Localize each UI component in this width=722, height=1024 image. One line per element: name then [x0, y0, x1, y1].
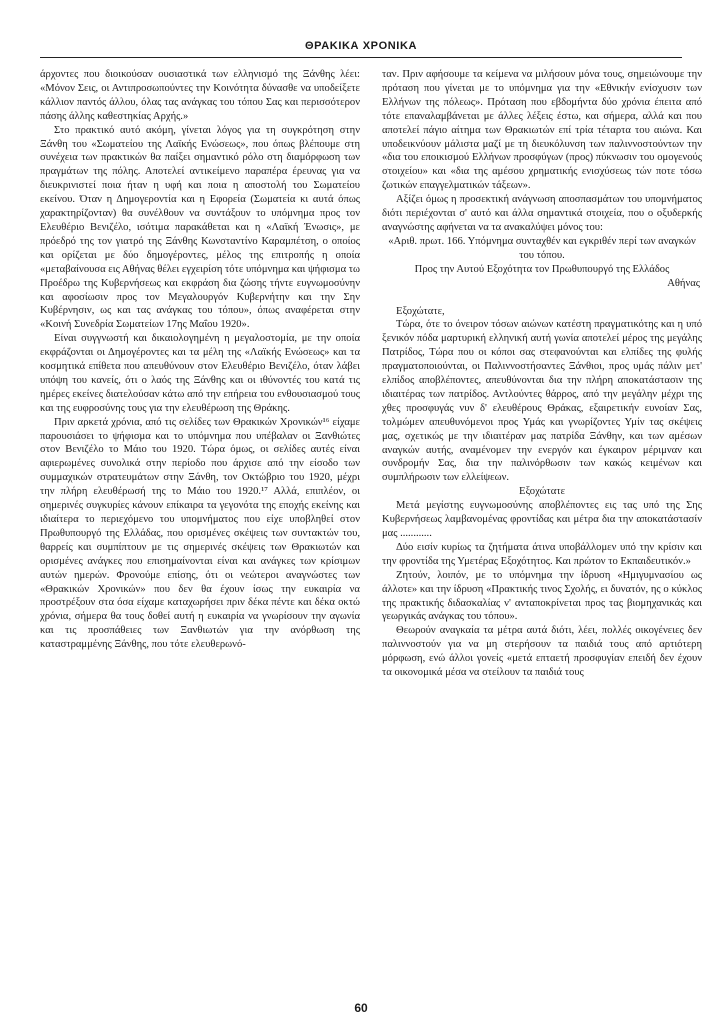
paragraph: Θεωρούν αναγκαία τα μέτρα αυτά διότι, λέει, πολλές οικογένειες δεν παλιννοστούν για να μη στερήσουν τα παιδιά τους από αρτιότερη μόρφωση, ενώ άλλοι γονείς «μετά επταετή προσφυγίαν επειδή δεν έχουν τα οικονομικά μέσα να στείλουν τα παιδιά τους [382, 625, 702, 679]
paragraph: ταν. Πριν αφήσουμε τα κείμενα να μιλήσουν μόνα τους, σημειώνουμε την πρόταση που γίνεται με το υπόμνημα για την «Εθνικήν ενίσχυσιν των Ελλήνων της πόλεως». Πρόταση που εβδομήντα δύο χρόνια έπειτα από τότε επαναλαμβάνεται με άλλες λέξεις έστω, και σήμερα, αλλά και που αποτελεί πάγιο αίτημα των Θρακιωτών επί τρία τέταρτα του αιώνα. Και υποδεικνύουν μάλιστα μαζί με τη διευκόλυνση των παλιννοστούντων την «δια του εποικισμού Ελλήνων προσφύγων (προς) πύκνωσιν του ομογενούς στοιχείου» και «δια της αμέσου χρηματικής ενισχύσεως τών ποτε τόσω ζωτικών επαγγελματικών τάξεων». [382, 69, 702, 192]
paragraph: Αξίζει όμως η προσεκτική ανάγνωση αποσπασμάτων του υπομνήματος διότι περιέχονται σ' αυτό και άλλα σημαντικά στοιχεία, που ο οξυδερκής αναγνώστης αφήνεται να τα ανακαλύψει μόνος του: [382, 194, 702, 233]
memo-salutation: Εξοχώτατε [518, 486, 566, 498]
memo-reference: «Αριθ. πρωτ. 166. Υπόμνημα συνταχθέν και εγκριθέν περί των αναγκών του τόπου. [388, 235, 696, 261]
paragraph: Είναι συγγνωστή και δικαιολογημένη η μεγαλοστομία, με την οποία εκφράζονται οι Δημογέροντες και τα μέλη της «Λαϊκής Ενώσεως» και τα κοσμητικά επίθετα που απευθύνουν στον Ελευθέριο Βενιζέλο, όταν λάβει υπόψη του κανείς, ότι ο λαός της Ξάνθης και οι ιθύνοντές του κατά τις ημέρες εκείνες διατελούσαν κάτω από την επήρεια του ενθουσιασμού τους και της ευφροσύνης τους για την ελευθέρωση της Θράκης. [40, 333, 360, 414]
memo-place: Αθήνας [667, 277, 700, 289]
memo-paragraph: Δύο εισίν κυρίως τα ζητήματα άτινα υποβάλλομεν υπό την κρίσιν και την φροντίδα της Υμετέρας Εξοχότητος. Και πρώτον το Εκπαιδευτικόν.» [382, 541, 702, 567]
paragraph: Πριν αρκετά χρόνια, από τις σελίδες των Θρακικών Χρονικών¹⁶ είχαμε παρουσιάσει το ψήφισμα και το υπόμνημα που υπέβαλαν οι Ξανθιώτες στον Βενιζέλο το Μάιο του 1920. Τώρα όμως, οι σελίδες αυτές είναι αφιερωμένες συνολικά στην περίοδο που άρχισε από την είσοδο των συμμαχικών στρατευμάτων στην Ξάνθη, τον Οκτώβριο του 1920, μέχρι την πλήρη ελευθέρωσή της το Μάιο του 1920.¹⁷ Αλλά, επιπλέον, οι σημερινές συγκυρίες κάνουν επίκαιρα τα γεγονότα της εποχής εκείνης και ιδιαίτερα το περιεχόμενο του υπομνήματος που είχε υποβληθεί στον Πρωθυπουργό της Ελλάδας, που ορισμένες σκέψεις των συντακτών του, θαρρείς και συμπίπτουν με τις σημερινές σκέψεις των Θρακιωτών και ορισμένες ανάγκες που επισημαίνονται είναι και ανάγκες των κρίσιμων αυτών ημερών. Φρονούμε επίσης, ότι οι νεώτεροι αναγνώστες των «Θρακικών Χρονικών» που δεν θα έχουν ίσως την ευκαιρία να προστρέξουν στα όσα είχαμε καταχωρήσει πριν δέκα πέντε και δέκα οκτώ χρόνια, σήμερα θα τους δοθεί αυτή η ευκαιρία να γνωρίσουν την αγωνία και τις προσπάθειες των Ξανθιωτών για την ανόρθωση της καταστραμμένης Ξάνθης, που τότε ελευθερωνό- [40, 416, 360, 651]
memo-paragraph: Μετά μεγίστης ευγνωμοσύνης αποβλέποντες εις τας υπό της Σης Κυβερνήσεως λαμβανομένας φροντίδας και μέτρα δια την αποκατάστασίν μας ............ [382, 500, 702, 539]
paragraph: Ζητούν, λοιπόν, με το υπόμνημα την ίδρυση «Ημιγυμνασίου ως άλλοτε» και την ίδρυση «Πρακτικής τινος Σχολής, ει δυνατόν, ης ο κύκλος της πρακτικής διδασκαλίας ν' ανταποκρίνεται προς τας βιομηχανικάς και γεωργικάς ανάγκας του τόπου». [382, 569, 702, 623]
memo-paragraph: Τώρα, ότε το όνειρον τόσων αιώνων κατέστη πραγματικότης και η υπό ξενικόν πόδα μαρτυρική ελληνική αυτή γωνία αποτελεί μέρος της μεγάλης Πατρίδος, Τώρα που οι κόποι σας στεφανούνται και ελπίδες της φυλής πραγματοποιούνται, οι Παλιννοστήσαντες Ξάνθιοι, προς υμάς πάλιν μετ' ελπίδος αποβλέποντες, απευθύνονται δια την πλήρη αποκατάστασιν της ιδιαιτέρας των πατρίδος. Αντλούντες θάρρος, από την μεγάλην μέχρι της χθες προσφυγάς νυν δ' ελευθέρους Θράκας, εξαιρετικήν ευνοίαν Σας, τολμώμεν απευθυνόμενοι προς Υμάς και γνωρίζοντες Υμίν τας σκέψεις μας, σχετικώς με την ιδιαιτέραν μας πατρίδα Ξάνθην, και των αμέσων αναγκών αυτής, αναμένομεν την ενεργόν και έγκαιρον μέριμναν και συνδρομήν Σας, δια την παλινόρθωσιν των κακώς κειμένων και συμπλήρωσιν των ελλείψεων. [382, 319, 702, 484]
header-rule [40, 57, 682, 58]
left-column [40, 68, 360, 652]
paragraph: άρχοντες που διοικούσαν ουσιαστικά των ελληνισμό της Ξάνθης λέει: «Μόνον Σεις, οι Αντιπροσωπούντες την Κοινότητα δύνασθε να υποδείξετε κάλλιον παντός άλλου, όλας τας ανάγκας του τόπου Σας και περισσότερον πάσης άλλης καθεστηκίας Αρχής.» [40, 69, 360, 122]
memo-salutation: Εξοχώτατε, [396, 305, 445, 317]
paragraph: Στο πρακτικό αυτό ακόμη, γίνεται λόγος για τη συγκρότηση στην Ξάνθη του «Σωματείου της Λαϊκής Ενώσεως», που όπως βλέπουμε στη συνέχεια των πρακτικών θα παίξει σημαντικό ρόλο στη διαμόρφωση των πραγμάτων της πόλης. Αποτελεί αντικείμενο παραπέρα έρευνας για να διευκρινιστεί ποια ήταν η υφή και ποια η αποστολή του Σωματείου εκείνου. Όταν η Δημογεροντία και η Εφορεία (Σωματεία κι αυτά όπως χαρακτηρίζονταν) θα συνέλθουν να συντάξουν το υπόμνημα προς τον Ελευθέριο Βενιζέλο, ισότιμα παρακάθεται και η «Λαϊκή Ένωσις», με πρόεδρό της τον γιατρό της Ξάνθης Κωνσταντίνο Καραμπέτση, ο οποίος και ορίζεται με δύο δημογέροντες, μέλος της επιτροπής η οποία «μεταβαίνουσα εις Αθήνας θέλει εγχειρίση τότε υπόμνημα και ψήφισμα τω Προέδρω της Κυβερνήσεως και εκφράση δια ζώσης τήντε ευγνωμοσύνην και αφοσίωσιν προς τον Μεγαλουργόν Κυβερνήτην και την Σην Κυβέρνησιν, ως και τας ανάγκας του τόπου», όπως αναφέρεται στην «Κοινή Συνεδρία Σωματείων 17ης Μαΐου 1920». [40, 124, 360, 331]
page-number: 60 [354, 1001, 368, 1015]
running-header: ΘΡΑΚΙΚΑ ΧΡΟΝΙΚΑ [304, 40, 418, 52]
right-column [382, 68, 702, 680]
memo-addressee: Προς την Αυτού Εξοχότητα τον Πρωθυπουργό της Ελλάδος [414, 263, 670, 275]
